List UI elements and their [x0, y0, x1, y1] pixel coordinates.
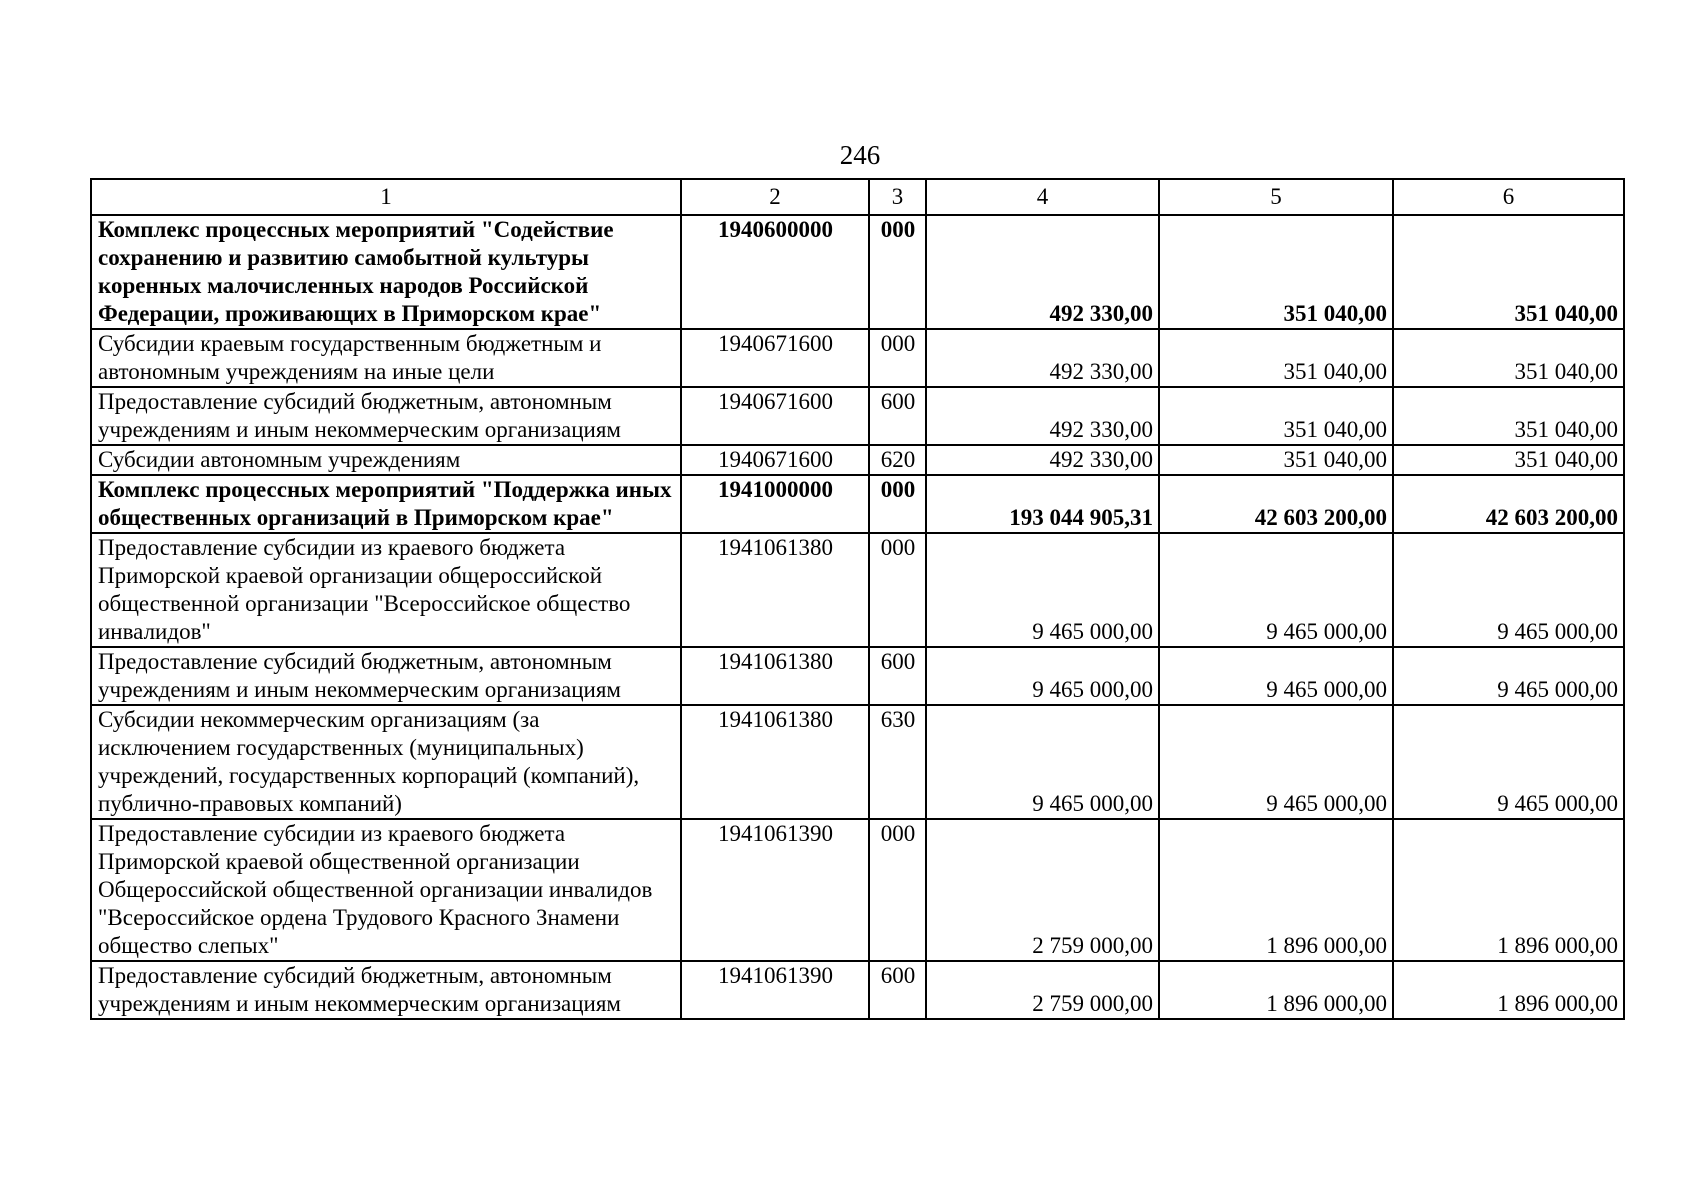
row-code: 1940671600: [681, 387, 869, 445]
row-amount-4: 193 044 905,31: [926, 475, 1159, 533]
row-amount-5: 351 040,00: [1159, 215, 1393, 329]
row-amount-5: 351 040,00: [1159, 329, 1393, 387]
row-code: 1941061380: [681, 533, 869, 647]
row-code: 1941061390: [681, 819, 869, 961]
table-row: [91, 705, 1624, 819]
row-type: 600: [869, 387, 926, 445]
row-code: 1940600000: [681, 215, 869, 329]
row-amount-6: 9 465 000,00: [1393, 533, 1624, 647]
table-row: [91, 387, 1624, 445]
row-amount-6: 42 603 200,00: [1393, 475, 1624, 533]
row-type: 620: [869, 445, 926, 475]
row-amount-6: 9 465 000,00: [1393, 647, 1624, 705]
row-amount-6: 1 896 000,00: [1393, 961, 1624, 1019]
column-header: 2: [681, 179, 869, 215]
row-type: 600: [869, 961, 926, 1019]
row-amount-6: 351 040,00: [1393, 329, 1624, 387]
row-type: 600: [869, 647, 926, 705]
row-name: Предоставление субсидии из краевого бюджета Приморской краевой организации общероссийской общественной организации "Всероссийское общество инвалидов": [91, 533, 681, 647]
row-amount-4: 2 759 000,00: [926, 961, 1159, 1019]
row-type: 000: [869, 329, 926, 387]
table-row: [91, 329, 1624, 387]
row-amount-4: 9 465 000,00: [926, 533, 1159, 647]
row-amount-6: 351 040,00: [1393, 215, 1624, 329]
table-row: [91, 961, 1624, 1019]
row-amount-6: 351 040,00: [1393, 445, 1624, 475]
column-header: 3: [869, 179, 926, 215]
row-name: Субсидии некоммерческим организациям (за исключением государственных (муниципальных) учреждений, государственных корпораций (компаний), публично-правовых компаний): [91, 705, 681, 819]
row-code: 1941061380: [681, 705, 869, 819]
column-header: 1: [91, 179, 681, 215]
row-type: 630: [869, 705, 926, 819]
table-row: [91, 533, 1624, 647]
row-type: 000: [869, 819, 926, 961]
row-name: Комплекс процессных мероприятий "Поддержка иных общественных организаций в Приморском крае": [91, 475, 681, 533]
row-amount-4: 2 759 000,00: [926, 819, 1159, 961]
row-amount-5: 351 040,00: [1159, 445, 1393, 475]
page-number: 246: [839, 140, 881, 170]
row-name: Предоставление субсидий бюджетным, автономным учреждениям и иным некоммерческим организациям: [91, 387, 681, 445]
row-type: 000: [869, 475, 926, 533]
row-amount-5: 351 040,00: [1159, 387, 1393, 445]
table-row: [91, 647, 1624, 705]
row-amount-5: 1 896 000,00: [1159, 961, 1393, 1019]
row-name: Субсидии автономным учреждениям: [91, 445, 681, 475]
row-amount-6: 1 896 000,00: [1393, 819, 1624, 961]
table-row: [91, 445, 1624, 475]
row-type: 000: [869, 533, 926, 647]
row-name: Предоставление субсидий бюджетным, автономным учреждениям и иным некоммерческим организациям: [91, 961, 681, 1019]
row-amount-4: 492 330,00: [926, 329, 1159, 387]
row-amount-4: 492 330,00: [926, 215, 1159, 329]
row-amount-5: 42 603 200,00: [1159, 475, 1393, 533]
row-code: 1940671600: [681, 329, 869, 387]
table-row: [91, 475, 1624, 533]
row-amount-5: 9 465 000,00: [1159, 705, 1393, 819]
column-header: 6: [1393, 179, 1624, 215]
budget-table: [90, 178, 1625, 1020]
row-amount-4: 9 465 000,00: [926, 647, 1159, 705]
table-row: [91, 215, 1624, 329]
row-amount-4: 492 330,00: [926, 387, 1159, 445]
row-amount-5: 1 896 000,00: [1159, 819, 1393, 961]
row-name: Предоставление субсидий бюджетным, автономным учреждениям и иным некоммерческим организациям: [91, 647, 681, 705]
row-name: Комплекс процессных мероприятий "Содействие сохранению и развитию самобытной культуры коренных малочисленных народов Российской Федерации, проживающих в Приморском крае": [91, 215, 681, 329]
row-amount-4: 492 330,00: [926, 445, 1159, 475]
column-header: 4: [926, 179, 1159, 215]
row-amount-4: 9 465 000,00: [926, 705, 1159, 819]
row-amount-6: 9 465 000,00: [1393, 705, 1624, 819]
row-amount-5: 9 465 000,00: [1159, 533, 1393, 647]
row-name: Субсидии краевым государственным бюджетным и автономным учреждениям на иные цели: [91, 329, 681, 387]
row-code: 1940671600: [681, 445, 869, 475]
column-header-row: [91, 179, 1624, 215]
row-code: 1941061380: [681, 647, 869, 705]
column-header: 5: [1159, 179, 1393, 215]
row-code: 1941000000: [681, 475, 869, 533]
row-name: Предоставление субсидии из краевого бюджета Приморской краевой общественной организации Общероссийской общественной организации инвалидов "Всероссийское ордена Трудового Красного Знамени общество слепых": [91, 819, 681, 961]
row-type: 000: [869, 215, 926, 329]
row-amount-5: 9 465 000,00: [1159, 647, 1393, 705]
row-code: 1941061390: [681, 961, 869, 1019]
row-amount-6: 351 040,00: [1393, 387, 1624, 445]
table-row: [91, 819, 1624, 961]
